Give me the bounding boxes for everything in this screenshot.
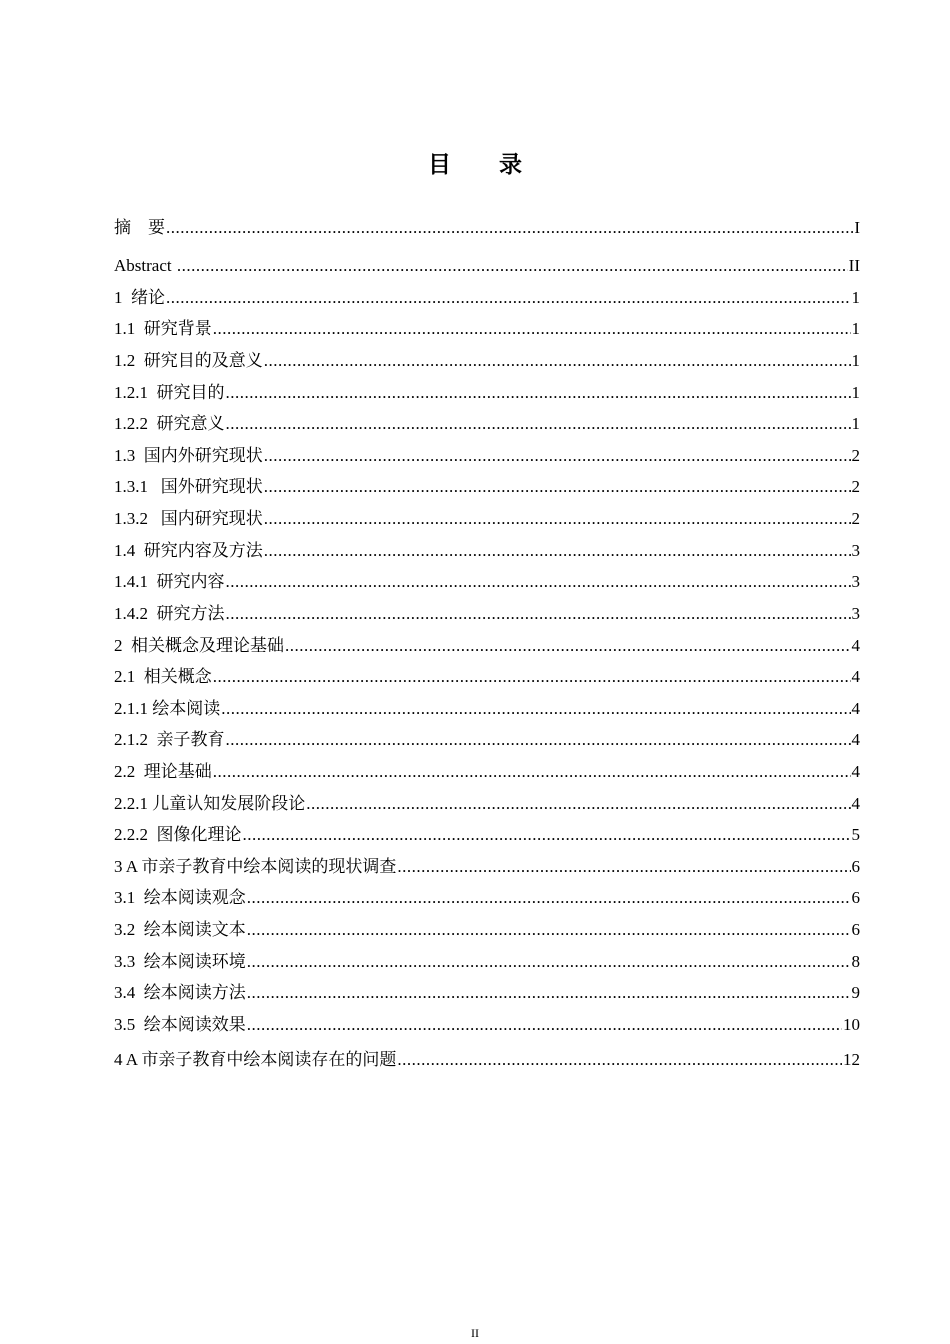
toc-entry-label: 3.1 绘本阅读观念 bbox=[114, 888, 246, 907]
toc-entry-label: 4 A 市亲子教育中绘本阅读存在的问题 bbox=[114, 1050, 397, 1069]
toc-entry[interactable] bbox=[114, 1012, 860, 1038]
toc-entry-label: 3.5 绘本阅读效果 bbox=[114, 1015, 246, 1034]
toc-entry-page: 3 bbox=[851, 604, 860, 623]
dot-leader bbox=[226, 411, 851, 437]
dot-leader bbox=[213, 316, 851, 342]
toc-entry[interactable] bbox=[114, 791, 860, 817]
toc-entry-label: 1.3 国内外研究现状 bbox=[114, 446, 263, 465]
toc-entry-page: 2 bbox=[851, 509, 860, 528]
toc-entry[interactable] bbox=[114, 885, 860, 911]
toc-entry-label: 1.4.2 研究方法 bbox=[114, 604, 225, 623]
toc-entry[interactable] bbox=[114, 348, 860, 374]
toc-entry-page: 1 bbox=[851, 383, 860, 402]
dot-leader bbox=[226, 601, 851, 627]
dot-leader bbox=[177, 253, 848, 279]
toc-entry-page: 8 bbox=[851, 952, 860, 971]
dot-leader bbox=[264, 443, 851, 469]
toc-entry[interactable] bbox=[114, 917, 860, 943]
toc-entry[interactable] bbox=[114, 215, 860, 241]
toc-entry-page: 6 bbox=[851, 888, 860, 907]
toc-entry-label: 2.2.1 儿童认知发展阶段论 bbox=[114, 794, 306, 813]
toc-entry-label: 2.2 理论基础 bbox=[114, 762, 212, 781]
toc-entry-page: 5 bbox=[851, 825, 860, 844]
toc-entry-page: 4 bbox=[851, 667, 860, 686]
toc-entry[interactable] bbox=[114, 696, 860, 722]
dot-leader bbox=[397, 854, 850, 880]
dot-leader bbox=[213, 759, 851, 785]
toc-entry-page: 4 bbox=[851, 730, 860, 749]
toc-entry-label: 1.2.2 研究意义 bbox=[114, 414, 225, 433]
toc-entry-page: 6 bbox=[851, 857, 860, 876]
toc-entry[interactable] bbox=[114, 1047, 860, 1073]
dot-leader bbox=[247, 917, 851, 943]
toc-entry-label: 1.4.1 研究内容 bbox=[114, 572, 225, 591]
dot-leader bbox=[247, 1012, 842, 1038]
toc-entry-label: 3.3 绘本阅读环境 bbox=[114, 952, 246, 971]
toc-entry[interactable] bbox=[114, 538, 860, 564]
dot-leader bbox=[247, 885, 851, 911]
toc-entry[interactable] bbox=[114, 601, 860, 627]
toc-title: 目 录 bbox=[427, 152, 542, 178]
toc-entry[interactable] bbox=[114, 727, 860, 753]
toc-entry-label: 2.2.2 图像化理论 bbox=[114, 825, 242, 844]
dot-leader bbox=[221, 696, 850, 722]
toc-entry-label: 3.4 绘本阅读方法 bbox=[114, 983, 246, 1002]
toc-entry-label: 1.2 研究目的及意义 bbox=[114, 351, 263, 370]
toc-entry-page: 4 bbox=[851, 636, 860, 655]
toc-entry-label: 摘 要 bbox=[114, 218, 165, 237]
toc-entry-page: 4 bbox=[851, 794, 860, 813]
dot-leader bbox=[285, 633, 851, 659]
toc-entry-label: Abstract bbox=[114, 256, 176, 275]
toc-entry-page: 1 bbox=[851, 351, 860, 370]
toc-entry-page: 2 bbox=[851, 477, 860, 496]
dot-leader bbox=[226, 727, 851, 753]
toc-entry-label: 1.2.1 研究目的 bbox=[114, 383, 225, 402]
toc-entry-page: 4 bbox=[851, 699, 860, 718]
toc-entry-label: 1.3.2 国内研究现状 bbox=[114, 509, 263, 528]
toc-entry-page: 1 bbox=[851, 288, 860, 307]
dot-leader bbox=[306, 791, 850, 817]
toc-entry[interactable] bbox=[114, 759, 860, 785]
toc-entry-label: 3 A 市亲子教育中绘本阅读的现状调查 bbox=[114, 857, 397, 876]
toc-entry[interactable] bbox=[114, 664, 860, 690]
toc-entry[interactable] bbox=[114, 980, 860, 1006]
toc-entry[interactable] bbox=[114, 316, 860, 342]
toc-entry-page: 2 bbox=[851, 446, 860, 465]
toc-entry[interactable] bbox=[114, 569, 860, 595]
toc-entry[interactable] bbox=[114, 949, 860, 975]
dot-leader bbox=[226, 569, 851, 595]
dot-leader bbox=[166, 215, 853, 241]
toc-entry-page: 9 bbox=[851, 983, 860, 1002]
toc-entry-label: 1 绪论 bbox=[114, 288, 165, 307]
toc-entry-label: 2.1.1 绘本阅读 bbox=[114, 699, 221, 718]
dot-leader bbox=[264, 474, 851, 500]
toc-entry-label: 1.3.1 国外研究现状 bbox=[114, 477, 263, 496]
dot-leader bbox=[264, 348, 851, 374]
toc-entry[interactable] bbox=[114, 506, 860, 532]
dot-leader bbox=[264, 538, 851, 564]
toc-entry[interactable] bbox=[114, 443, 860, 469]
toc-entry-page: 12 bbox=[843, 1050, 860, 1069]
dot-leader bbox=[226, 380, 851, 406]
toc-entry-label: 1.4 研究内容及方法 bbox=[114, 541, 263, 560]
toc-entry-page: I bbox=[854, 218, 860, 237]
toc-entry-page: 3 bbox=[851, 541, 860, 560]
toc-entry-label: 1.1 研究背景 bbox=[114, 319, 212, 338]
dot-leader bbox=[264, 506, 851, 532]
toc-entry-page: 10 bbox=[843, 1015, 860, 1034]
toc-entry-page: 1 bbox=[851, 414, 860, 433]
dot-leader bbox=[243, 822, 851, 848]
toc-entry-page: 6 bbox=[851, 920, 860, 939]
toc-entry[interactable] bbox=[114, 411, 860, 437]
toc-entry-label: 3.2 绘本阅读文本 bbox=[114, 920, 246, 939]
toc-entry-label: 2 相关概念及理论基础 bbox=[114, 636, 284, 655]
page-number: II bbox=[471, 1326, 479, 1340]
toc-entry-page: 3 bbox=[851, 572, 860, 591]
toc-entry-page: 1 bbox=[851, 319, 860, 338]
toc-entry[interactable] bbox=[114, 474, 860, 500]
toc-entry-page: II bbox=[848, 256, 860, 275]
toc-entry-page: 4 bbox=[851, 762, 860, 781]
dot-leader bbox=[397, 1047, 842, 1073]
dot-leader bbox=[166, 285, 851, 311]
toc-entry[interactable] bbox=[114, 285, 860, 311]
dot-leader bbox=[247, 980, 851, 1006]
toc-entry-label: 2.1 相关概念 bbox=[114, 667, 212, 686]
toc-entry[interactable] bbox=[114, 633, 860, 659]
dot-leader bbox=[247, 949, 851, 975]
toc-entry[interactable] bbox=[114, 854, 860, 880]
toc-entry[interactable] bbox=[114, 380, 860, 406]
toc-entry-label: 2.1.2 亲子教育 bbox=[114, 730, 225, 749]
toc-entry[interactable] bbox=[114, 253, 860, 279]
toc-entry[interactable] bbox=[114, 822, 860, 848]
dot-leader bbox=[213, 664, 851, 690]
